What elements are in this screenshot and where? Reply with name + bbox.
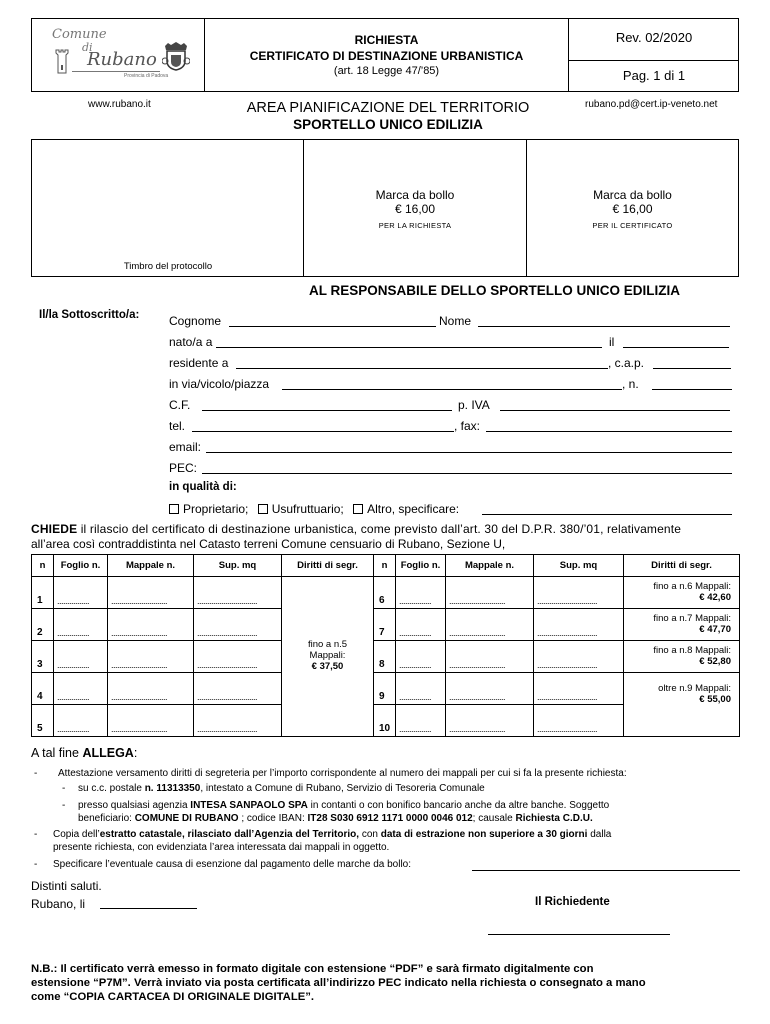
cognome-label: Cognome [169, 314, 222, 328]
nb-line-1: N.B.: Il certificato verrà emesso in formato digitale con estensione “PDF” e sarà firmato digitalmente con [31, 963, 594, 975]
mappale-field[interactable]: ............................ [108, 705, 194, 737]
mappali-table [31, 554, 740, 737]
logo-underline [72, 71, 160, 72]
col-header-sup: Sup. mq [194, 555, 282, 577]
foglio-field[interactable]: ................ [396, 641, 446, 673]
nb-line-2: estensione “P7M”. Verrà inviato via posta certificata all’indirizzo PEC indicato nella richiesta o consegnato a mano [31, 977, 646, 989]
tel-field[interactable] [192, 431, 454, 432]
causale-label: ; causale [472, 813, 516, 824]
per-richiesta-label: PER LA RICHIESTA [378, 221, 452, 230]
marca-bollo-amount: € 16,00 [612, 202, 653, 216]
area-title: AREA PIANIFICAZIONE DEL TERRITORIO [246, 100, 530, 116]
causale-text: Richiesta C.D.U. [515, 813, 593, 824]
via-field[interactable] [282, 389, 622, 390]
chiede-line-1 [31, 522, 741, 536]
col-header-n: n [32, 555, 54, 577]
per-certificato-label: PER IL CERTIFICATO [592, 221, 673, 230]
sup-field[interactable]: .............................. [534, 609, 624, 641]
allega-item-3: Specificare l’eventuale causa di esenzione dal pagamento delle marche da bollo: [53, 859, 412, 870]
nb-line-3: come “COPIA CARTACEA DI ORIGINALE DIGITALE”. [31, 991, 315, 1003]
firma-field[interactable] [488, 934, 670, 935]
foglio-field[interactable]: ................ [54, 609, 108, 641]
document-header [31, 18, 739, 92]
data-estrazione: data di estrazione non superiore a 30 giorni [380, 829, 588, 840]
estratto-catastale: estratto catastale, rilasciato dall’Agenzia del Territorio, [99, 829, 360, 840]
nato-field[interactable] [216, 347, 602, 348]
mappale-field[interactable]: ............................ [446, 609, 534, 641]
nato-label: nato/a a [169, 335, 213, 349]
diritti-right-cell [624, 673, 740, 737]
col-header-mappale: Mappale n. [446, 555, 534, 577]
revenue-stamp-certificate [527, 140, 738, 276]
row-number: 7 [374, 609, 396, 641]
altro-label: Altro, specificare: [367, 502, 460, 516]
diritti-amount: € 47,70 [699, 623, 731, 635]
sup-field[interactable]: .............................. [194, 577, 282, 609]
conto-postale-number: n. 11313350 [144, 783, 201, 794]
foglio-field[interactable]: ................ [396, 673, 446, 705]
data-field[interactable] [100, 908, 197, 909]
mappale-field[interactable]: ............................ [108, 609, 194, 641]
row-number: 8 [374, 641, 396, 673]
item2-text-dalla: dalla [587, 829, 612, 840]
tel-label: tel. [169, 419, 186, 433]
sub2-text: presso qualsiasi agenzia [78, 800, 191, 811]
cf-label: C.F. [169, 398, 191, 412]
foglio-field[interactable]: ................ [54, 705, 108, 737]
table-row [32, 609, 740, 641]
diritti-left-amount: € 37,50 [311, 661, 344, 672]
sup-field[interactable]: .............................. [194, 641, 282, 673]
mappale-field[interactable]: ............................ [108, 641, 194, 673]
diritti-label: fino a n.8 Mappali: [653, 644, 731, 656]
foglio-field[interactable]: ................ [396, 609, 446, 641]
logo-rubano-text: Rubano [87, 49, 157, 70]
row-number: 4 [32, 673, 54, 705]
diritti-left-l2: Mappali: [309, 650, 346, 661]
protocol-stamp-area [32, 140, 304, 276]
piva-label: p. IVA [458, 398, 490, 412]
row-number: 3 [32, 641, 54, 673]
pec-field[interactable] [202, 473, 732, 474]
usufruttuario-label: Usufruttuario; [271, 502, 344, 516]
nome-label: Nome [439, 314, 472, 328]
diritti-right-cell [624, 641, 740, 673]
fax-label: , fax: [454, 419, 481, 433]
iban-code: IT28 S030 6912 1171 0000 0046 012 [307, 813, 473, 824]
sub1-text: su c.c. postale [78, 783, 145, 794]
logo-cell [32, 19, 205, 91]
chiede-bold: CHIEDE [31, 522, 78, 536]
marca-bollo-label: Marca da bollo [593, 188, 672, 202]
allega-bold: ALLEGA [82, 746, 134, 760]
revision-cell [569, 19, 739, 91]
marca-bollo-label: Marca da bollo [375, 188, 455, 202]
sup-field[interactable]: .............................. [194, 705, 282, 737]
diritti-right-cell [624, 577, 740, 609]
mappale-field[interactable]: ............................ [446, 641, 534, 673]
nome-field[interactable] [478, 326, 730, 327]
piva-field[interactable] [500, 410, 730, 411]
diritti-label: oltre n.9 Mappali: [658, 683, 731, 694]
diritti-amount: € 55,00 [699, 694, 731, 705]
chiede-line-2: all’area così contraddistinta nel Catasto terreni Comune censuario di Rubano, Sezione U, [31, 537, 506, 551]
row-number: 9 [374, 673, 396, 705]
sup-field[interactable]: .............................. [534, 641, 624, 673]
row-number: 5 [32, 705, 54, 737]
diritti-left-l1: fino a n.5 [307, 639, 348, 650]
sportello-title: SPORTELLO UNICO EDILIZIA [293, 117, 483, 132]
bullet-dash: - [34, 859, 38, 870]
bullet-dash: - [34, 768, 38, 779]
diritti-left-cell [282, 577, 374, 737]
cognome-field[interactable] [229, 326, 436, 327]
doc-title-certificato: CERTIFICATO DI DESTINAZIONE URBANISTICA [249, 49, 524, 63]
allega-colon: : [133, 746, 138, 760]
fax-field[interactable] [486, 431, 732, 432]
civico-field[interactable] [652, 389, 732, 390]
bullet-dash: - [62, 783, 66, 794]
title-cell [205, 19, 569, 91]
esenzione-field[interactable] [472, 870, 740, 871]
logo-comune-text: Comune [52, 27, 107, 42]
qualita-label: in qualità di: [169, 481, 237, 493]
col-header-foglio: Foglio n. [396, 555, 446, 577]
sub2-text-cont: in contanti o con bonifico bancario anche da altre banche. Soggetto [307, 800, 610, 811]
allega-intro: A tal fine [31, 746, 83, 760]
diritti-amount: € 42,60 [699, 591, 731, 603]
logo-di-text: di [82, 41, 93, 54]
chiede-text-1: il rilascio del certificato di destinazione urbanistica, come previsto dall’art. 30 del D.P.R. 380/’01, relativamente [77, 522, 682, 536]
sup-field[interactable]: .............................. [534, 673, 624, 705]
sub1-text-end: , intestato a Comune di Rubano, Servizio di Tesoreria Comunale [200, 783, 485, 794]
marca-bollo-amount: € 16,00 [394, 202, 436, 216]
beneficiario-label: beneficiario: [78, 813, 135, 824]
pec-address-link[interactable]: rubano.pd@cert.ip-veneto.net [585, 99, 718, 110]
residente-label: residente a [169, 356, 229, 370]
page-number: Pag. 1 di 1 [622, 68, 686, 83]
via-label: in via/vicolo/piazza [169, 377, 270, 391]
foglio-field[interactable]: ................ [396, 577, 446, 609]
cap-label: , c.a.p. [608, 356, 645, 370]
mappale-field[interactable]: ............................ [446, 673, 534, 705]
sup-field[interactable]: .............................. [534, 577, 624, 609]
diritti-right-cell [624, 609, 740, 641]
data-nascita-field[interactable] [623, 347, 729, 348]
col-header-n: n [374, 555, 396, 577]
diritti-amount: € 52,80 [699, 655, 731, 667]
luogo-data-label: Rubano, li [31, 897, 86, 911]
sottoscritto-label: Il/la Sottoscritto/a: [39, 309, 140, 321]
usufruttuario-checkbox[interactable] [258, 504, 268, 514]
mappale-field[interactable]: ............................ [446, 705, 534, 737]
item2-text: Copia dell’ [53, 829, 100, 840]
allega-sub-2-line-2 [78, 813, 593, 824]
row-number: 2 [32, 609, 54, 641]
iban-label: ; codice IBAN: [238, 813, 308, 824]
doc-title-legge: (art. 18 Legge 47/’85) [333, 65, 440, 77]
beneficiario-name: COMUNE DI RUBANO [134, 813, 239, 824]
logo-province-text: Provincia di Padova [124, 73, 169, 79]
diritti-label: fino a n.6 Mappali: [653, 580, 731, 592]
table-header-row [32, 555, 740, 577]
allega-heading [31, 746, 137, 760]
table-row [32, 673, 740, 705]
doc-title-richiesta: RICHIESTA [354, 33, 419, 47]
foglio-field[interactable]: ................ [54, 577, 108, 609]
foglio-field[interactable]: ................ [54, 673, 108, 705]
allega-item-2-line-2: presente richiesta, con evidenziata l’area interessata dai mappali in oggetto. [53, 842, 390, 853]
col-header-foglio: Foglio n. [54, 555, 108, 577]
col-header-mappale: Mappale n. [108, 555, 194, 577]
mappale-field[interactable]: ............................ [108, 673, 194, 705]
proprietario-checkbox[interactable] [169, 504, 179, 514]
qualita-options [169, 502, 459, 516]
stamps-box [31, 139, 739, 277]
sup-field[interactable]: .............................. [194, 609, 282, 641]
allega-sub-2-line-1 [78, 800, 609, 811]
table-row [32, 641, 740, 673]
col-header-sup: Sup. mq [534, 555, 624, 577]
il-label: il [609, 335, 615, 349]
allega-item-2-line-1 [53, 829, 611, 840]
bullet-dash: - [34, 829, 38, 840]
timbro-label: Timbro del protocollo [123, 261, 213, 272]
richiedente-label: Il Richiedente [535, 896, 610, 908]
cap-field[interactable] [653, 368, 731, 369]
mappale-field[interactable]: ............................ [108, 577, 194, 609]
allega-sub-1 [78, 783, 485, 794]
sup-field[interactable]: .............................. [534, 705, 624, 737]
cf-field[interactable] [202, 410, 452, 411]
foglio-field[interactable]: ................ [396, 705, 446, 737]
col-header-diritti: Diritti di segr. [624, 555, 740, 577]
distinti-saluti: Distinti saluti. [31, 879, 102, 893]
table-row [32, 577, 740, 609]
row-number: 6 [374, 577, 396, 609]
col-header-diritti: Diritti di segr. [282, 555, 374, 577]
addressee-heading: AL RESPONSABILE DELLO SPORTELLO UNICO EDILIZIA [309, 283, 681, 298]
municipal-crest-icon [162, 41, 190, 71]
altro-specificare-field[interactable] [482, 514, 732, 515]
allega-item-1: Attestazione versamento diritti di segreteria per l’importo corrispondente al numero dei mappali per cui si fa la presente richiesta: [58, 768, 627, 779]
email-label: email: [169, 440, 202, 454]
pec-label: PEC: [169, 461, 198, 475]
proprietario-label: Proprietario; [183, 502, 249, 516]
row-number: 1 [32, 577, 54, 609]
bank-name: INTESA SANPAOLO SPA [190, 800, 308, 811]
revision-text: Rev. 02/2020 [569, 19, 739, 61]
email-field[interactable] [206, 452, 732, 453]
diritti-label: fino a n.7 Mappali: [653, 612, 731, 624]
altro-checkbox[interactable] [353, 504, 363, 514]
residente-field[interactable] [236, 368, 608, 369]
revenue-stamp-request [304, 140, 527, 276]
row-number: 10 [374, 705, 396, 737]
mappale-field[interactable]: ............................ [446, 577, 534, 609]
civico-label: , n. [622, 377, 639, 391]
tower-icon [54, 49, 70, 75]
foglio-field[interactable]: ................ [54, 641, 108, 673]
website-link[interactable]: www.rubano.it [88, 99, 151, 110]
item2-text-con: con [359, 829, 381, 840]
bullet-dash: - [62, 800, 66, 811]
sup-field[interactable]: .............................. [194, 673, 282, 705]
